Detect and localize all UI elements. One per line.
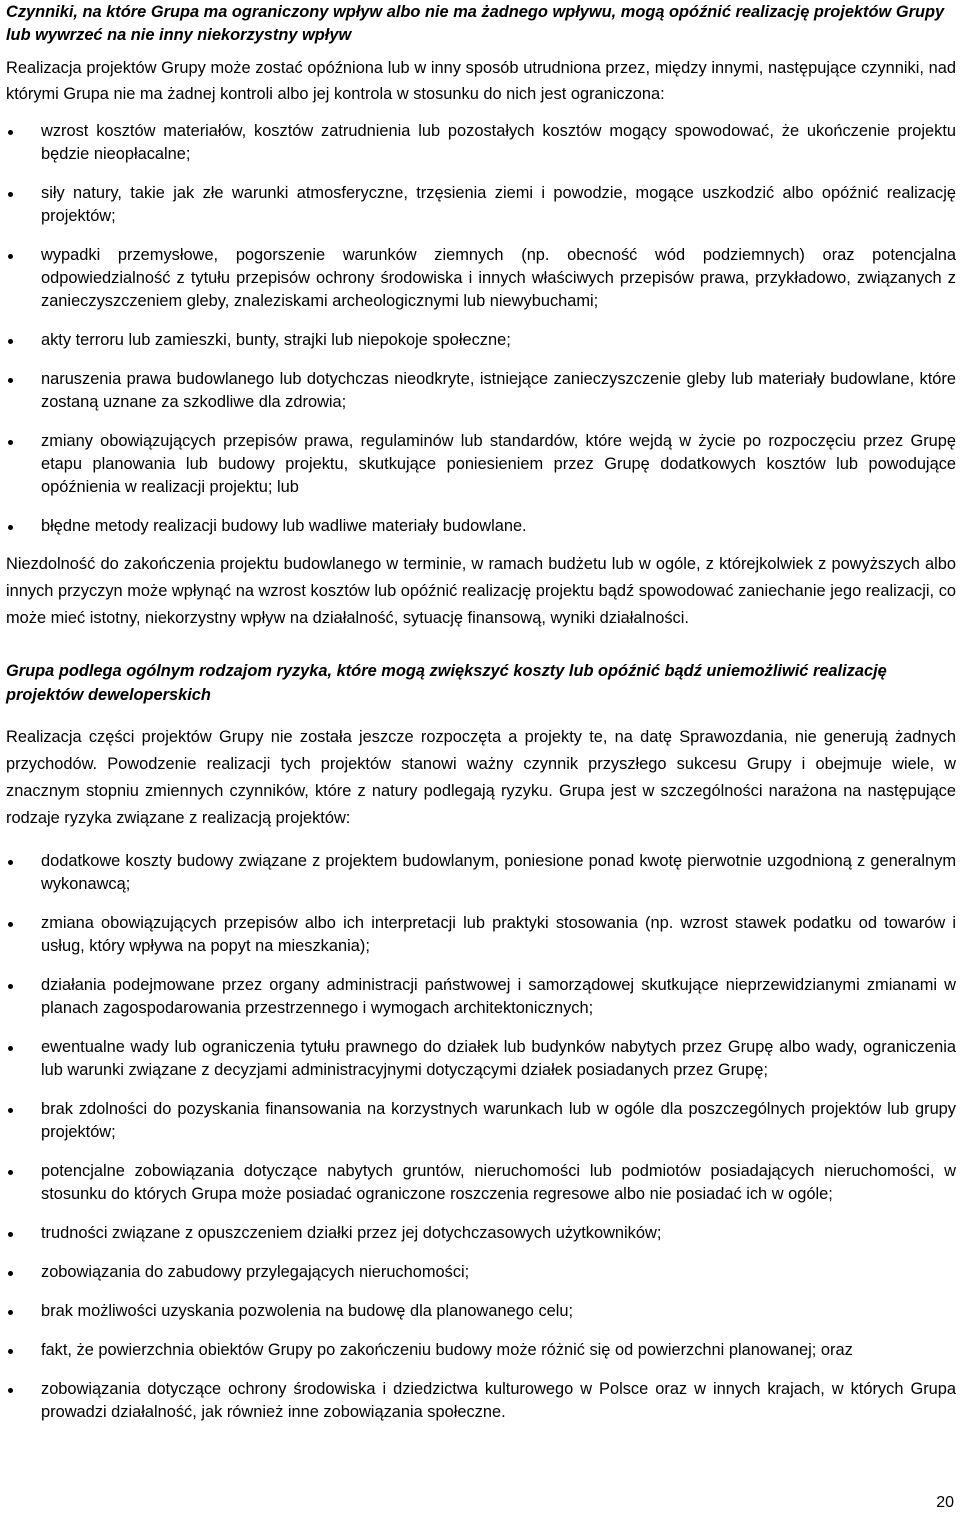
bullet-icon (8, 525, 13, 530)
section-heading-1: Czynniki, na które Grupa ma ograniczony wpływ albo nie ma żadnego wpływu, mogą opóźnić realizację projektów Grupy lub wywrzeć na nie inny niekorzystny wpływ (6, 3, 945, 44)
section-2-intro: Realizacja części projektów Grupy nie została jeszcze rozpoczęta a projekty te, na datę Sprawozdania, nie generują żadnych przychodów. Powodzenie realizacji tych projektów stanowi ważny czynnik przyszłego sukcesu Grupy i obejmuje wiele, w znacznym stopniu zmiennych czynników, które z natury podlegają ryzyku. Grupa jest w szczególności narażona na następujące rodzaje ryzyka związane z realizacją projektów: (6, 728, 956, 827)
list-item: błędne metody realizacji budowy lub wadliwe materiały budowlane. (6, 515, 956, 538)
bullet-icon (8, 1232, 13, 1237)
list-item: zobowiązania do zabudowy przylegających nieruchomości; (6, 1261, 956, 1284)
section-1-closing: Niezdolność do zakończenia projektu budowlanego w terminie, w ramach budżetu lub w ogóle, z którejkolwiek z powyższych albo innych przyczyn może wpłynąć na wzrost kosztów lub opóźnić realizację projektu bądź spowodować zaniechanie jego realizacji, co może mieć istotny, niekorzystny wpływ na działalność, sytuację finansową, wyniki działalności. (6, 555, 956, 627)
list-item: wypadki przemysłowe, pogorszenie warunków ziemnych (np. obecność wód podziemnych) oraz potencjalna odpowiedzialność z tytułu przepisów ochrony środowiska i innych właściwych przepisów prawa, przykładowo, związanych z zanieczyszczeniem gleby, znaleziskami archeologicznymi lub niewybuchami; (6, 244, 956, 313)
bullet-icon (8, 254, 13, 259)
list-item: dodatkowe koszty budowy związane z projektem budowlanym, poniesione ponad kwotę pierwotnie uzgodnioną z generalnym wykonawcą; (6, 850, 956, 896)
list-item: brak możliwości uzyskania pozwolenia na budowę dla planowanego celu; (6, 1300, 956, 1323)
section-1-intro: Realizacja projektów Grupy może zostać opóźniona lub w inny sposób utrudniona przez, między innymi, następujące czynniki, nad którymi Grupa nie ma żadnej kontroli albo jej kontrola w stosunku do nich jest ograniczona: (6, 59, 956, 103)
bullet-icon (8, 339, 13, 344)
list-item: zmiana obowiązujących przepisów albo ich interpretacji lub praktyki stosowania (np. wzrost stawek podatku od towarów i usług, który wpływa na popyt na mieszkania); (6, 912, 956, 958)
section-1-bullet-list (6, 120, 956, 538)
list-item: wzrost kosztów materiałów, kosztów zatrudnienia lub pozostałych kosztów mogący spowodować, że ukończenie projektu będzie nieopłacalne; (6, 120, 956, 166)
bullet-icon (8, 440, 13, 445)
list-item: siły natury, takie jak złe warunki atmosferyczne, trzęsienia ziemi i powodzie, mogące uszkodzić albo opóźnić realizację projektów; (6, 182, 956, 228)
bullet-icon (8, 922, 13, 927)
bullet-icon (8, 984, 13, 989)
page-number: 20 (936, 1494, 954, 1511)
bullet-icon (8, 1310, 13, 1315)
list-item: naruszenia prawa budowlanego lub dotychczas nieodkryte, istniejące zanieczyszczenie gleby lub materiały budowlane, które zostaną uznane za szkodliwe dla zdrowia; (6, 368, 956, 414)
bullet-icon (8, 1170, 13, 1175)
document-page (6, 0, 956, 1424)
section-2-bullet-list (6, 850, 956, 1424)
bullet-icon (8, 1271, 13, 1276)
list-item: akty terroru lub zamieszki, bunty, strajki lub niepokoje społeczne; (6, 329, 956, 352)
bullet-icon (8, 1349, 13, 1354)
bullet-icon (8, 1388, 13, 1393)
list-item: potencjalne zobowiązania dotyczące nabytych gruntów, nieruchomości lub podmiotów posiadających nieruchomości, w stosunku do których Grupa może posiadać ograniczone roszczenia regresowe albo nie posiadać ich w ogóle; (6, 1160, 956, 1206)
bullet-icon (8, 1108, 13, 1113)
list-item: ewentualne wady lub ograniczenia tytułu prawnego do działek lub budynków nabytych przez Grupę albo wady, ograniczenia lub warunki związane z decyzjami administracyjnymi dotyczącymi działek posiadanych przez Grupę; (6, 1036, 956, 1082)
bullet-icon (8, 860, 13, 865)
bullet-icon (8, 130, 13, 135)
list-item: zmiany obowiązujących przepisów prawa, regulaminów lub standardów, które wejdą w życie po rozpoczęciu przez Grupę etapu planowania lub budowy projektu, skutkujące poniesieniem przez Grupę dodatkowych kosztów lub powodujące opóźnienia w realizacji projektu; lub (6, 430, 956, 499)
section-heading-2: Grupa podlega ogólnym rodzajom ryzyka, które mogą zwiększyć koszty lub opóźnić bądź uniemożliwić realizację projektów deweloperskich (6, 662, 887, 704)
list-item: fakt, że powierzchnia obiektów Grupy po zakończeniu budowy może różnić się od powierzchni planowanej; oraz (6, 1339, 956, 1362)
list-item: zobowiązania dotyczące ochrony środowiska i dziedzictwa kulturowego w Polsce oraz w innych krajach, w których Grupa prowadzi działalność, jak również inne zobowiązania społeczne. (6, 1378, 956, 1424)
list-item: trudności związane z opuszczeniem działki przez jej dotychczasowych użytkowników; (6, 1222, 956, 1245)
bullet-icon (8, 378, 13, 383)
bullet-icon (8, 1046, 13, 1051)
list-item: brak zdolności do pozyskania finansowania na korzystnych warunkach lub w ogóle dla poszczególnych projektów lub grupy projektów; (6, 1098, 956, 1144)
bullet-icon (8, 192, 13, 197)
list-item: działania podejmowane przez organy administracji państwowej i samorządowej skutkujące nieprzewidzianymi zmianami w planach zagospodarowania przestrzennego i wymogach architektonicznych; (6, 974, 956, 1020)
